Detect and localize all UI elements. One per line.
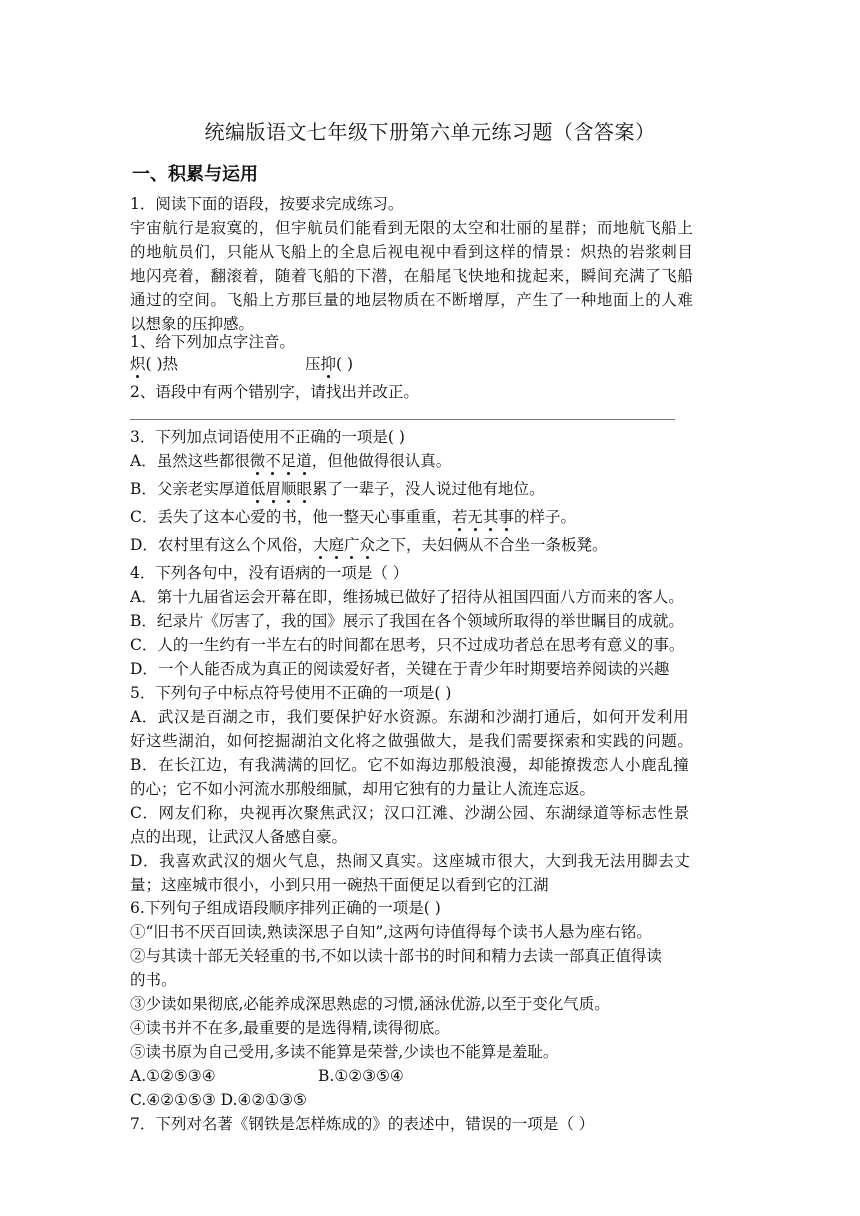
dotted-char: 无	[467, 508, 483, 526]
sentence-line: 的书。	[130, 971, 177, 989]
question-1-stem: 1．阅读下面的语段，按要求完成练习。	[130, 195, 404, 213]
sentence-line: ②与其读十部无关轻重的书,不如以读十部书的时间和精力去读一部真正值得读	[130, 947, 662, 965]
sub-question-2: 2、语段中有两个错别字，请找出并改正。	[130, 383, 419, 401]
dotted-char: 微	[249, 452, 266, 470]
option-d: D．一个人能否成为真正的阅读爱好者，关键在于青少年时期要培养阅读的兴趣	[130, 660, 670, 678]
dotted-word	[452, 508, 514, 526]
option-text: D．农村里有这么个风俗，	[130, 536, 313, 554]
option-b: B．纪录片《厉害了，我的国》展示了我国在各个领域所取得的举世瞩目的成就。	[130, 612, 684, 630]
dotted-word	[313, 536, 375, 554]
passage-line: 的地航员们，只能从飞船上的全息后视电视中看到这样的情景：炽热的岩浆刺目	[130, 243, 694, 261]
page-title: 统编版语文七年级下册第六单元练习题（含答案）	[204, 120, 656, 144]
option-text: 累了一辈子，没人说过他有地位。	[311, 480, 545, 498]
dotted-word	[250, 452, 312, 470]
dotted-char: 眼	[296, 480, 312, 498]
dotted-char: 大	[312, 536, 329, 554]
option-b: B.①②③⑤④	[318, 1067, 404, 1085]
dotted-char: 道	[296, 452, 312, 470]
question-7-stem: 7．下列对名著《钢铁是怎样炼成的》的表述中，错误的一项是（ ）	[130, 1115, 595, 1133]
dotted-char: 低	[249, 480, 266, 498]
option-text: 之下，夫妇俩从不合坐一条板凳。	[375, 536, 608, 554]
option-line: 好这些湖泊，如何挖掘湖泊文化将之做强做大，是我们需要探索和实践的问题。	[130, 732, 694, 750]
dotted-char: 若	[451, 508, 468, 526]
dotted-char: 其	[482, 508, 499, 526]
sentence-line: ④读书并不在多,最重要的是选得精,读得彻底。	[130, 1019, 450, 1037]
option-line: 点的出现，让武汉人备感自豪。	[130, 828, 348, 846]
passage-line: 以想象的压抑感。	[130, 315, 255, 333]
option-c-d: C.④②①⑤③ D.④②①③⑤	[130, 1091, 307, 1109]
pinyin-item	[130, 354, 178, 374]
option-text: C．丢失了这本心爱的书，他一整天心事重重，	[130, 508, 452, 526]
option-a	[130, 451, 451, 471]
answer-line	[130, 419, 675, 420]
option-line: D．我喜欢武汉的烟火气息，热闹又真实。这座城市很大，大到我无法用脚去丈	[130, 852, 691, 870]
option-a: A．第十九届省运会开幕在即，维扬城已做好了招待从祖国四面八方而来的客人。	[130, 588, 684, 606]
dotted-char: 庭	[328, 536, 344, 554]
option-line: 量；这座城市很小，小到只用一碗热干面便足以看到它的江湖	[130, 876, 549, 894]
question-3-stem: 3．下列加点词语使用不正确的一项是( )	[130, 428, 405, 446]
dotted-char: 抑	[320, 355, 337, 373]
dotted-char: 广	[343, 536, 360, 554]
option-a: A.①②⑤③④	[130, 1067, 216, 1085]
passage-line: 宇宙航行是寂寞的，但宇航员们能看到无限的太空和壮丽的星群；而地航飞船上	[130, 219, 694, 237]
question-5-stem: 5．下列句子中标点符号使用不正确的一项是( )	[130, 684, 452, 702]
section-heading: 一、积累与运用	[132, 164, 258, 185]
dotted-char: 事	[498, 508, 514, 526]
option-line: A．武汉是百湖之市，我们要保护好水资源。东湖和沙湖打通后，如何开发利用	[130, 708, 690, 726]
option-text: B．父亲老实厚道	[130, 480, 250, 498]
sentence-line: ③少读如果彻底,必能养成深思熟虑的习惯,涵泳优游,以至于变化气质。	[130, 995, 610, 1013]
pinyin-blank: ( )热	[145, 355, 179, 373]
dotted-char: 众	[359, 536, 375, 554]
passage-line: 地闪亮着，翻滚着，随着飞船的下潜，在船尾飞快地和拢起来，瞬间充满了飞船	[130, 267, 694, 285]
sentence-line: ⑤读书原为自己受用,多读不能算是荣誉,少读也不能算是羞耻。	[130, 1043, 559, 1061]
dotted-char: 足	[280, 452, 297, 470]
question-4-stem: 4．下列各句中，没有语病的一项是（ ）	[130, 564, 409, 582]
option-c: C．人的一生约有一半左右的时间都在思考，只不过成功者总在思考有意义的事。	[130, 636, 685, 654]
dotted-word	[250, 480, 312, 498]
sub-question-1: 1、给下列加点字注音。	[130, 333, 295, 351]
dotted-char: 不	[265, 452, 281, 470]
dotted-char: 炽	[130, 355, 146, 373]
option-text: A．虽然这些都很	[130, 452, 250, 470]
plain-char: 压	[305, 355, 321, 373]
option-line: 的心；它不如小河流水那般细腻，却用它独有的力量让人流连忘返。	[130, 780, 596, 798]
sentence-line: ①“旧书不厌百回读,熟读深思子自知”,这两句诗值得每个读书人悬为座右铭。	[130, 923, 652, 941]
option-text: ，但他做得很认真。	[311, 452, 452, 470]
option-line: B．在长江边，有我满满的回忆。它不如海边那般浪漫，却能撩拨恋人小鹿乱撞	[130, 756, 690, 774]
question-6-stem: 6.下列句子组成语段顺序排列正确的一项是( )	[130, 899, 441, 917]
pinyin-item	[305, 354, 353, 374]
option-d	[130, 535, 608, 555]
option-line: C．网友们称，央视再次聚焦武汉；汉口江滩、沙湖公园、东湖绿道等标志性景	[130, 804, 690, 822]
dotted-char: 眉	[265, 480, 281, 498]
passage-line: 通过的空间。飞船上方那巨量的地层物质在不断增厚，产生了一种地面上的人难	[130, 291, 694, 309]
dotted-char: 顺	[280, 480, 297, 498]
option-text: 的样子。	[513, 508, 576, 526]
pinyin-blank: ( )	[336, 355, 354, 373]
option-b	[130, 479, 544, 499]
option-c	[130, 507, 576, 527]
